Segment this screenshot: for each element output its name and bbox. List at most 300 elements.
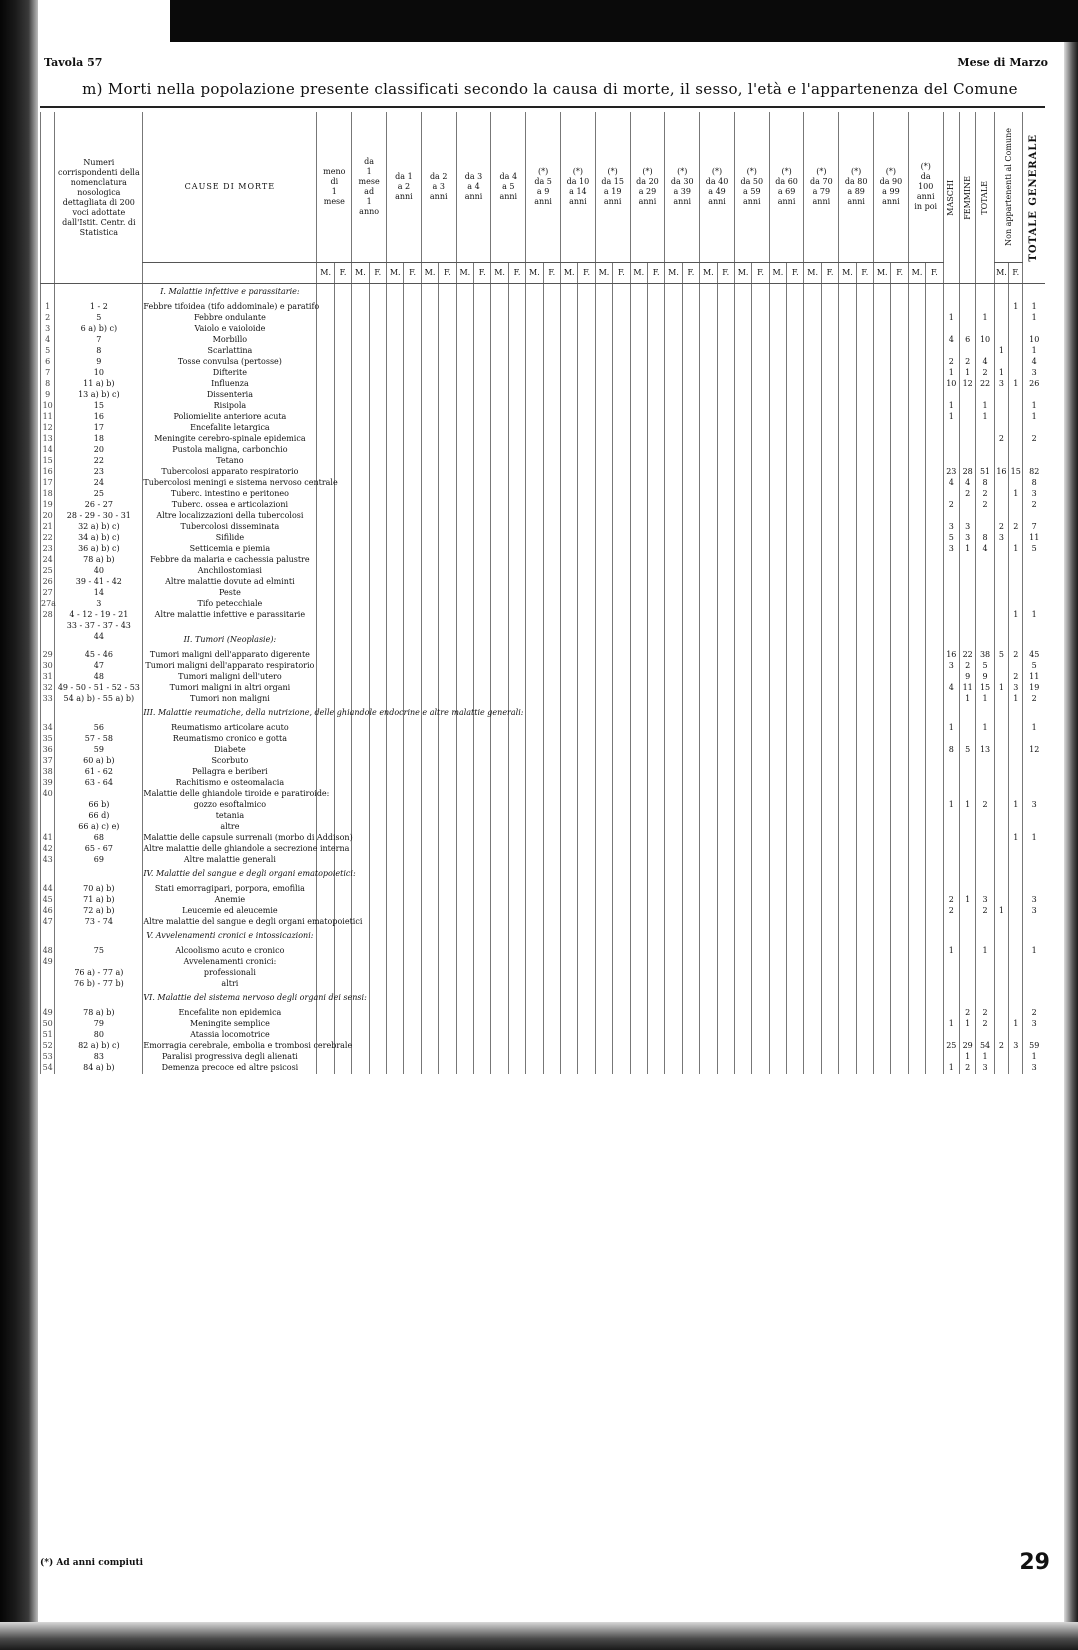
header-sex-m: M. xyxy=(387,263,404,284)
age-cell xyxy=(804,489,821,500)
totale-value xyxy=(976,445,994,456)
age-cell xyxy=(787,694,804,705)
header-age-group xyxy=(317,112,352,263)
age-cell xyxy=(491,1041,508,1052)
age-cell xyxy=(821,522,838,533)
age-cell xyxy=(474,822,491,833)
maschi-value xyxy=(943,302,959,313)
age-cell xyxy=(474,401,491,412)
age-cell xyxy=(474,672,491,683)
age-cell xyxy=(874,588,891,599)
age-cell xyxy=(334,734,351,745)
age-cell xyxy=(526,621,543,632)
totale-generale-value: 2 xyxy=(1023,694,1045,705)
age-cell xyxy=(456,1008,473,1019)
header-sex-m: M. xyxy=(874,263,891,284)
age-cell xyxy=(769,705,786,723)
age-cell xyxy=(700,756,717,767)
age-cell xyxy=(369,928,386,946)
totale-value xyxy=(976,811,994,822)
age-cell xyxy=(647,390,664,401)
non-app-f-value xyxy=(1009,1063,1023,1074)
totale-value xyxy=(976,566,994,577)
non-app-f-value xyxy=(1009,661,1023,672)
totale-generale-value: 8 xyxy=(1023,478,1045,489)
header-non-appartenenti xyxy=(994,112,1023,263)
header-sex-m: M. xyxy=(839,263,856,284)
age-cell xyxy=(352,855,369,866)
row-index: 41 xyxy=(41,833,55,844)
header-age-group xyxy=(456,112,491,263)
age-cell xyxy=(352,489,369,500)
age-cell xyxy=(717,822,734,833)
cause-of-death: Encefalite non epidemica xyxy=(143,1008,317,1019)
cause-of-death xyxy=(143,621,317,632)
age-cell xyxy=(369,833,386,844)
age-cell xyxy=(526,1041,543,1052)
age-cell xyxy=(926,401,943,412)
age-cell xyxy=(439,401,456,412)
non-app-m-value xyxy=(994,1030,1008,1041)
femmine-value: 9 xyxy=(959,672,975,683)
age-cell xyxy=(752,683,769,694)
maschi-value: 3 xyxy=(943,661,959,672)
age-cell xyxy=(578,390,595,401)
totale-generale-value: 2 xyxy=(1023,434,1045,445)
age-cell xyxy=(613,672,630,683)
age-cell xyxy=(543,1052,560,1063)
age-cell xyxy=(474,1052,491,1063)
table-row xyxy=(41,511,1046,522)
age-cell xyxy=(613,1063,630,1074)
age-cell xyxy=(387,745,404,756)
age-cell xyxy=(543,632,560,650)
age-cell xyxy=(317,445,334,456)
age-cell xyxy=(387,855,404,866)
nomenclature-number: 36 a) b) c) xyxy=(55,544,143,555)
age-cell xyxy=(421,855,438,866)
age-cell xyxy=(926,1008,943,1019)
age-cell xyxy=(856,401,873,412)
age-cell xyxy=(526,778,543,789)
age-cell xyxy=(387,789,404,800)
age-cell xyxy=(578,544,595,555)
age-cell xyxy=(839,302,856,313)
age-cell xyxy=(752,800,769,811)
age-cell xyxy=(700,1008,717,1019)
age-cell xyxy=(874,884,891,895)
age-cell xyxy=(908,946,925,957)
nomenclature-number: 59 xyxy=(55,745,143,756)
header-sex-f: F. xyxy=(717,263,734,284)
nomenclature-number: 82 a) b) c) xyxy=(55,1041,143,1052)
header-non-app-m: M. xyxy=(994,263,1008,284)
age-cell xyxy=(561,1063,578,1074)
femmine-value xyxy=(959,979,975,990)
age-cell xyxy=(891,957,908,968)
totale-generale-value xyxy=(1023,990,1045,1008)
age-cell xyxy=(717,577,734,588)
age-cell xyxy=(700,822,717,833)
age-cell xyxy=(526,928,543,946)
age-cell xyxy=(387,445,404,456)
age-cell xyxy=(456,588,473,599)
age-cell xyxy=(526,533,543,544)
age-cell xyxy=(369,694,386,705)
age-cell xyxy=(387,906,404,917)
age-cell xyxy=(734,533,751,544)
age-cell xyxy=(578,844,595,855)
age-cell xyxy=(474,335,491,346)
non-app-m-value xyxy=(994,800,1008,811)
age-cell xyxy=(334,533,351,544)
age-cell xyxy=(856,800,873,811)
cause-of-death: Altre malattie delle ghiandole a secrezione interna xyxy=(143,844,350,853)
age-cell xyxy=(908,577,925,588)
age-cell xyxy=(439,379,456,390)
age-cell xyxy=(317,588,334,599)
totale-generale-value xyxy=(1023,957,1045,968)
age-cell xyxy=(769,379,786,390)
row-index: 7 xyxy=(41,368,55,379)
age-cell xyxy=(647,544,664,555)
age-cell xyxy=(369,822,386,833)
maschi-value xyxy=(943,489,959,500)
age-cell xyxy=(508,610,525,621)
age-cell xyxy=(334,445,351,456)
maschi-value: 1 xyxy=(943,800,959,811)
totale-generale-value xyxy=(1023,789,1045,800)
age-cell xyxy=(474,844,491,855)
age-cell xyxy=(769,434,786,445)
age-cell xyxy=(508,511,525,522)
age-cell xyxy=(821,906,838,917)
age-cell xyxy=(491,979,508,990)
age-cell xyxy=(613,1030,630,1041)
age-cell xyxy=(804,445,821,456)
row-index xyxy=(41,800,55,811)
age-cell xyxy=(526,401,543,412)
age-cell xyxy=(421,511,438,522)
age-cell xyxy=(352,335,369,346)
age-cell xyxy=(717,1030,734,1041)
age-cell xyxy=(404,335,421,346)
age-cell xyxy=(508,661,525,672)
table-row xyxy=(41,917,1046,928)
age-cell xyxy=(369,1041,386,1052)
age-cell xyxy=(734,313,751,324)
age-cell xyxy=(682,957,699,968)
age-cell xyxy=(491,423,508,434)
age-cell xyxy=(752,621,769,632)
age-cell xyxy=(439,434,456,445)
age-cell xyxy=(595,800,612,811)
age-cell xyxy=(595,672,612,683)
age-cell xyxy=(317,632,334,650)
age-cell xyxy=(526,1052,543,1063)
age-cell xyxy=(839,705,856,723)
age-cell xyxy=(613,979,630,990)
age-cell xyxy=(508,756,525,767)
totale-value xyxy=(976,767,994,778)
age-cell xyxy=(508,844,525,855)
age-cell xyxy=(439,632,456,650)
age-cell xyxy=(369,1030,386,1041)
age-cell xyxy=(474,284,491,303)
age-cell xyxy=(804,756,821,767)
table-row xyxy=(41,979,1046,990)
age-cell xyxy=(578,467,595,478)
nomenclature-number: 11 a) b) xyxy=(55,379,143,390)
non-app-m-value xyxy=(994,335,1008,346)
age-cell xyxy=(456,390,473,401)
document-page xyxy=(40,50,1050,1610)
age-cell xyxy=(839,855,856,866)
age-cell xyxy=(404,588,421,599)
age-cell xyxy=(352,800,369,811)
age-cell xyxy=(839,789,856,800)
non-app-m-value xyxy=(994,723,1008,734)
age-cell xyxy=(561,811,578,822)
femmine-value xyxy=(959,1030,975,1041)
age-cell xyxy=(769,489,786,500)
row-index: 51 xyxy=(41,1030,55,1041)
age-cell xyxy=(491,1030,508,1041)
non-app-f-value xyxy=(1009,335,1023,346)
maschi-value xyxy=(943,390,959,401)
age-cell xyxy=(926,822,943,833)
age-cell xyxy=(334,1063,351,1074)
age-cell xyxy=(456,467,473,478)
age-cell xyxy=(734,928,751,946)
non-app-m-value xyxy=(994,957,1008,968)
age-cell xyxy=(769,284,786,303)
age-cell xyxy=(908,906,925,917)
age-group-label: da 100 anni in poi xyxy=(914,172,938,211)
age-cell xyxy=(752,324,769,335)
age-cell xyxy=(717,1052,734,1063)
age-cell xyxy=(317,368,334,379)
age-cell xyxy=(787,599,804,610)
non-app-f-value: 1 xyxy=(1009,302,1023,313)
header-age-group xyxy=(769,112,804,263)
age-cell xyxy=(647,789,664,800)
age-cell xyxy=(352,588,369,599)
maschi-value xyxy=(943,423,959,434)
age-cell xyxy=(474,379,491,390)
age-cell xyxy=(317,412,334,423)
age-cell xyxy=(526,599,543,610)
age-cell xyxy=(891,811,908,822)
age-cell xyxy=(787,705,804,723)
row-index: 52 xyxy=(41,1041,55,1052)
age-cell xyxy=(421,434,438,445)
age-cell xyxy=(804,313,821,324)
non-app-m-value: 2 xyxy=(994,522,1008,533)
table-row xyxy=(41,313,1046,324)
age-cell xyxy=(734,412,751,423)
age-cell xyxy=(630,1063,647,1074)
age-cell xyxy=(508,489,525,500)
age-cell xyxy=(352,661,369,672)
age-cell xyxy=(769,1052,786,1063)
age-cell xyxy=(630,979,647,990)
age-cell xyxy=(717,489,734,500)
non-app-m-value xyxy=(994,390,1008,401)
age-cell xyxy=(526,723,543,734)
age-cell xyxy=(856,434,873,445)
age-cell xyxy=(821,423,838,434)
age-cell xyxy=(821,672,838,683)
age-cell xyxy=(926,968,943,979)
row-index: 47 xyxy=(41,917,55,928)
age-cell xyxy=(665,756,682,767)
age-cell xyxy=(369,661,386,672)
header-sex-m: M. xyxy=(595,263,612,284)
age-cell xyxy=(578,313,595,324)
age-cell xyxy=(787,610,804,621)
age-cell xyxy=(456,844,473,855)
row-index: 16 xyxy=(41,467,55,478)
age-cell xyxy=(752,284,769,303)
age-cell xyxy=(769,906,786,917)
age-cell xyxy=(491,866,508,884)
nomenclature-number: 14 xyxy=(55,588,143,599)
age-cell xyxy=(821,313,838,324)
age-cell xyxy=(561,357,578,368)
age-cell xyxy=(891,511,908,522)
age-cell xyxy=(543,822,560,833)
nomenclature-number: 71 a) b) xyxy=(55,895,143,906)
age-cell xyxy=(839,756,856,767)
age-cell xyxy=(891,324,908,335)
age-cell xyxy=(543,357,560,368)
age-cell xyxy=(821,467,838,478)
cause-of-death: Stati emorragipari, porpora, emofilia xyxy=(143,884,317,895)
non-app-m-value: 16 xyxy=(994,467,1008,478)
age-cell xyxy=(352,844,369,855)
age-cell xyxy=(839,368,856,379)
age-cell xyxy=(821,957,838,968)
age-cell xyxy=(421,928,438,946)
row-index: 1 xyxy=(41,302,55,313)
age-cell xyxy=(630,434,647,445)
non-app-m-value: 1 xyxy=(994,906,1008,917)
row-index: 31 xyxy=(41,672,55,683)
age-cell xyxy=(421,895,438,906)
page-title: m) Morti nella popolazione presente classificati secondo la causa di morte, il sesso, l'età e l'appartenenza del Comune xyxy=(82,80,1018,98)
row-index: 15 xyxy=(41,456,55,467)
age-cell xyxy=(682,789,699,800)
age-cell xyxy=(787,555,804,566)
age-cell xyxy=(508,522,525,533)
age-cell xyxy=(647,1008,664,1019)
age-cell xyxy=(317,1063,334,1074)
header-sex-f: F. xyxy=(543,263,560,284)
age-cell xyxy=(387,917,404,928)
age-cell xyxy=(891,401,908,412)
age-cell xyxy=(421,368,438,379)
age-cell xyxy=(439,957,456,968)
age-cell xyxy=(421,599,438,610)
femmine-value: 1 xyxy=(959,694,975,705)
age-cell xyxy=(839,928,856,946)
age-cell xyxy=(439,566,456,577)
age-cell xyxy=(630,767,647,778)
age-cell xyxy=(734,577,751,588)
age-cell xyxy=(700,357,717,368)
age-cell xyxy=(630,968,647,979)
age-cell xyxy=(700,705,717,723)
age-cell xyxy=(595,968,612,979)
age-cell xyxy=(387,302,404,313)
age-cell xyxy=(804,467,821,478)
age-cell xyxy=(717,284,734,303)
header-age-group xyxy=(491,112,526,263)
age-cell xyxy=(578,445,595,456)
maschi-value xyxy=(943,822,959,833)
age-cell xyxy=(456,928,473,946)
age-cell xyxy=(682,379,699,390)
age-cell xyxy=(595,756,612,767)
age-cell xyxy=(787,1041,804,1052)
age-cell xyxy=(752,544,769,555)
age-cell xyxy=(630,599,647,610)
age-cell xyxy=(508,632,525,650)
femmine-value xyxy=(959,968,975,979)
age-cell xyxy=(456,1052,473,1063)
row-index: 34 xyxy=(41,723,55,734)
age-cell xyxy=(387,533,404,544)
age-cell xyxy=(926,789,943,800)
age-cell xyxy=(839,324,856,335)
age-cell xyxy=(543,789,560,800)
age-cell xyxy=(595,1041,612,1052)
non-app-m-value xyxy=(994,313,1008,324)
nomenclature-number: 24 xyxy=(55,478,143,489)
age-cell xyxy=(352,555,369,566)
age-cell xyxy=(491,917,508,928)
age-cell xyxy=(456,1041,473,1052)
header-numbers: Numeri corrispondenti della nomenclatura nosologica dettagliata di 200 voci adottate dall'Istit. Centr. di Statistica xyxy=(55,112,143,284)
row-index xyxy=(41,990,55,1008)
nomenclature-number: 15 xyxy=(55,401,143,412)
age-cell xyxy=(665,855,682,866)
row-index: 49 xyxy=(41,957,55,968)
age-cell xyxy=(734,844,751,855)
age-cell xyxy=(491,833,508,844)
age-cell xyxy=(874,599,891,610)
age-cell xyxy=(578,324,595,335)
age-cell xyxy=(543,456,560,467)
age-cell xyxy=(856,778,873,789)
age-cell xyxy=(404,467,421,478)
age-cell xyxy=(456,811,473,822)
nomenclature-number xyxy=(55,789,143,800)
age-cell xyxy=(439,866,456,884)
age-cell xyxy=(387,1052,404,1063)
age-cell xyxy=(387,423,404,434)
totale-generale-value xyxy=(1023,445,1045,456)
age-cell xyxy=(804,412,821,423)
age-cell xyxy=(404,928,421,946)
age-cell xyxy=(474,632,491,650)
age-cell xyxy=(369,844,386,855)
maschi-value: 1 xyxy=(943,1063,959,1074)
totale-generale-value: 1 xyxy=(1023,401,1045,412)
age-cell xyxy=(839,723,856,734)
table-row xyxy=(41,723,1046,734)
